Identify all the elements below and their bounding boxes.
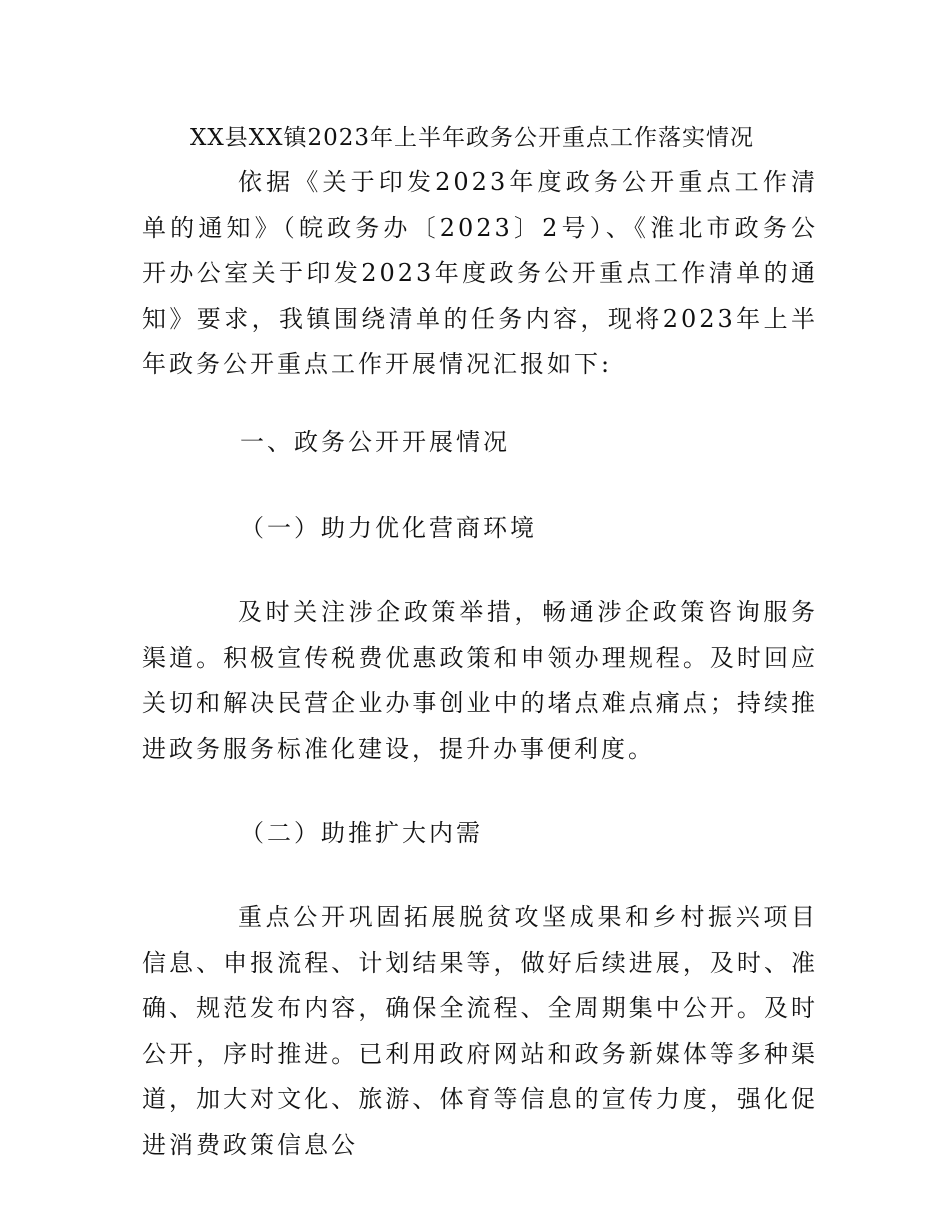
intro-paragraph: 依据《关于印发2023年度政务公开重点工作清单的通知》（皖政务办〔2023〕2号）、《淮北市政务公开办公室关于印发2023年度政务公开重点工作清单的通知》要求，我镇围绕清单的任务内容，现将2023年上半年政务公开重点工作开展情况汇报如下:: [142, 168, 818, 378]
subsection-1-paragraph: 及时关注涉企政策举措，畅通涉企政策咨询服务渠道。积极宣传税费优惠政策和申领办理规程。及时回应关切和解决民营企业办事创业中的堵点难点痛点；持续推进政务服务标准化建设，提升办事便利度。: [142, 598, 818, 763]
section-heading-1: 一、政务公开开展情况: [240, 428, 510, 456]
subsection-heading-1: （一）助力优化营商环境: [240, 514, 537, 542]
subsection-heading-2: （二）助推扩大内需: [240, 819, 483, 847]
subsection-2-paragraph: 重点公开巩固拓展脱贫攻坚成果和乡村振兴项目信息、申报流程、计划结果等，做好后续进展，及时、准确、规范发布内容，确保全流程、全周期集中公开。及时公开，序时推进。已利用政府网站和政务新媒体等多种渠道，加大对文化、旅游、体育等信息的宣传力度，强化促进消费政策信息公: [142, 903, 818, 1159]
document-title: XX县XX镇2023年上半年政务公开重点工作落实情况: [190, 125, 755, 151]
